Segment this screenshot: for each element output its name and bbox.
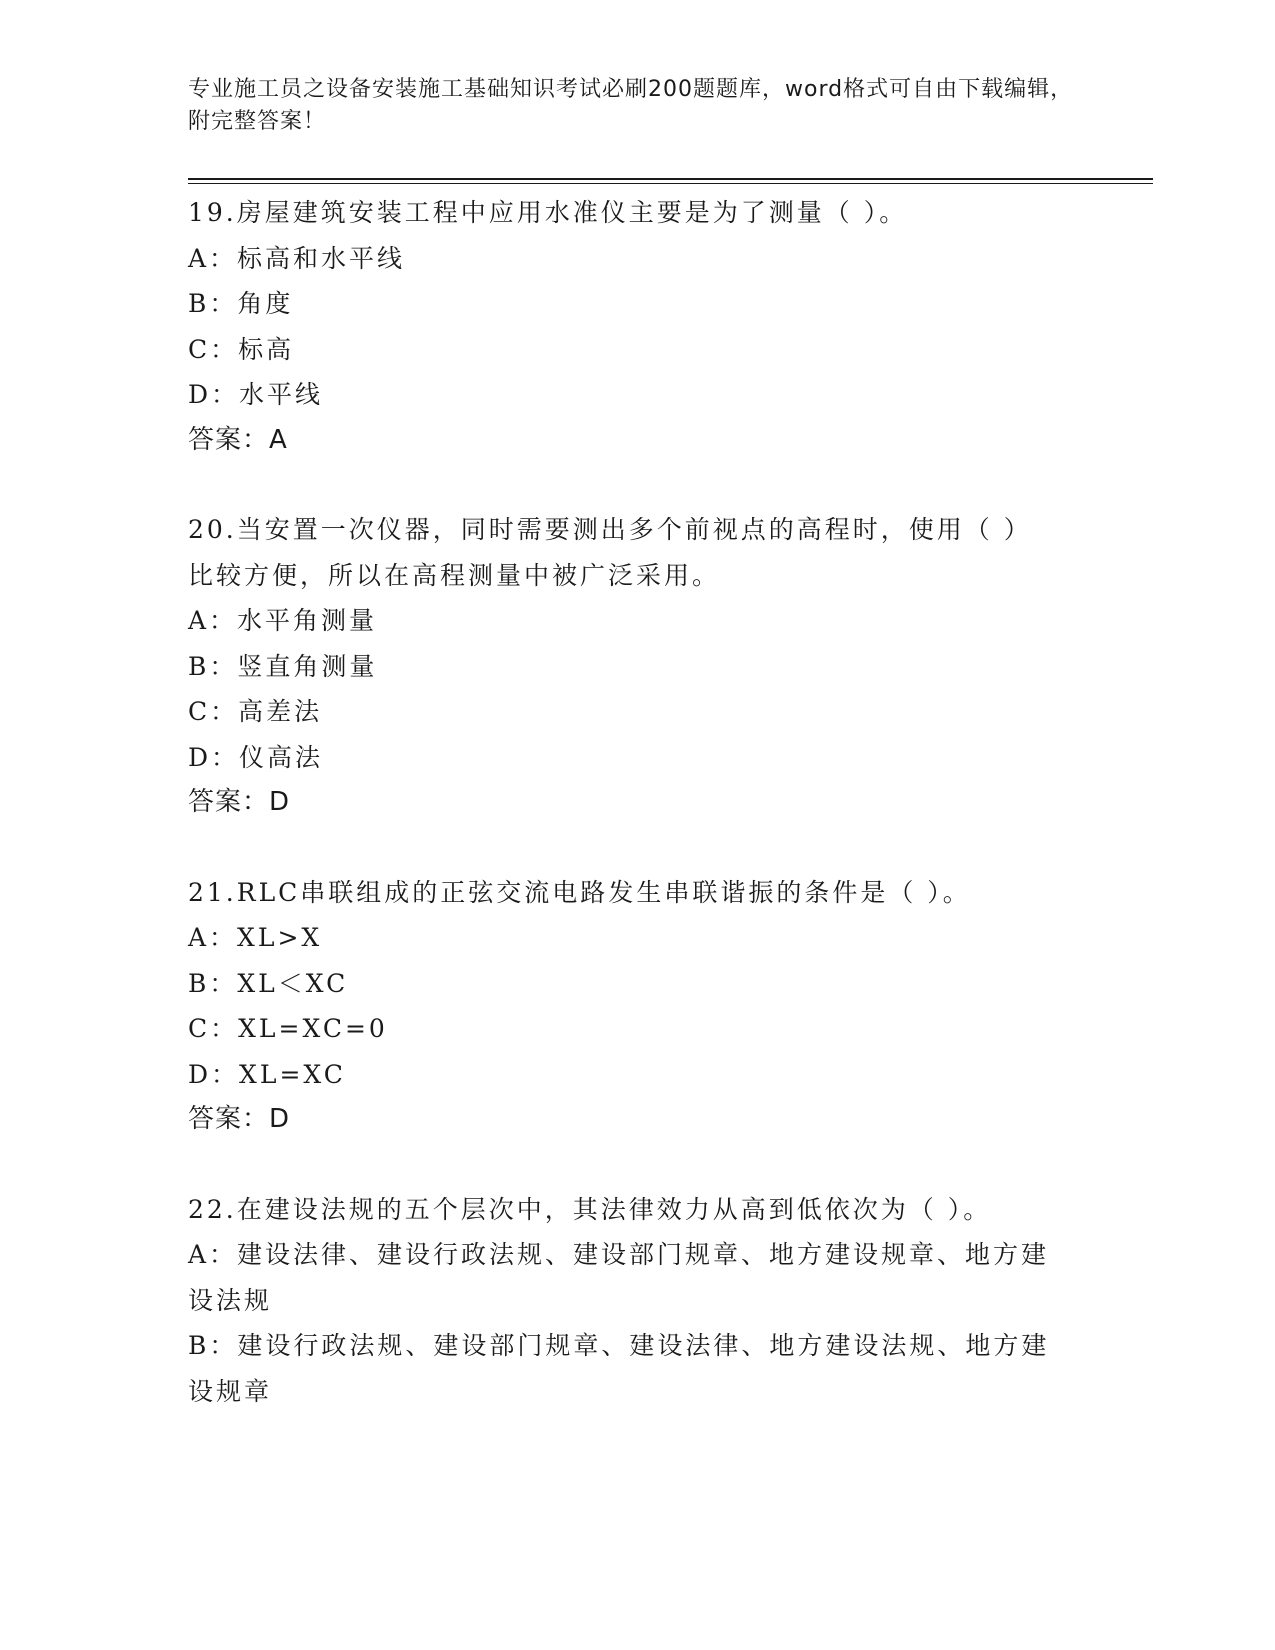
question-21 (188, 870, 1088, 1143)
option-c: C：标高 (188, 334, 295, 364)
header-rule-thick (188, 178, 1153, 180)
option-c: C：XL=XC=0 (188, 1014, 388, 1043)
question-20 (188, 507, 1088, 826)
option-a: A：标高和水平线 (188, 243, 406, 273)
option-b: B：XL＜XC (188, 968, 349, 998)
option-a: A：建设法律、建设行政法规、建设部门规章、地方建设规章、地方建 (188, 1240, 1050, 1269)
question-gap (188, 826, 1088, 870)
question-list (188, 190, 1088, 1414)
option-d: D：XL=XC (188, 1059, 346, 1089)
answer-line: 答案：D (188, 1104, 291, 1134)
document-header: 专业施工员之设备安装施工基础知识考试必刷200题题库，word格式可自由下载编辑，附完整答案！ (188, 77, 1074, 134)
question-19 (188, 190, 1088, 463)
option-d: D：仪高法 (188, 742, 324, 772)
option-b: B：竖直角测量 (188, 651, 378, 681)
question-gap (188, 463, 1088, 507)
option-d: D：水平线 (188, 380, 324, 409)
option-a-cont: 设法规 (188, 1285, 273, 1315)
question-gap (188, 1143, 1088, 1187)
question-22 (188, 1187, 1088, 1415)
question-stem-cont: 比较方便，所以在高程测量中被广泛采用。 (188, 560, 721, 590)
option-b-cont: 设规章 (188, 1376, 273, 1406)
option-a: A：水平角测量 (188, 606, 378, 635)
option-a: A：XL>X (188, 923, 323, 952)
question-stem: 22.在建设法规的五个层次中，其法律效力从高到低依次为（ ）。 (188, 1194, 992, 1224)
question-stem: 19.房屋建筑安装工程中应用水准仪主要是为了测量（ ）。 (188, 198, 908, 227)
answer-line: 答案：D (188, 787, 291, 817)
answer-line: 答案：A (188, 424, 288, 455)
header-rule-thin (188, 183, 1153, 184)
question-stem: 21.RLC串联组成的正弦交流电路发生串联谐振的条件是（ ）。 (188, 877, 971, 907)
option-b: B：角度 (188, 289, 294, 318)
question-stem: 20.当安置一次仪器，同时需要测出多个前视点的高程时，使用（ ） (188, 515, 1032, 544)
option-c: C：高差法 (188, 697, 323, 726)
option-b: B：建设行政法规、建设部门规章、建设法律、地方建设法规、地方建 (188, 1331, 1050, 1360)
